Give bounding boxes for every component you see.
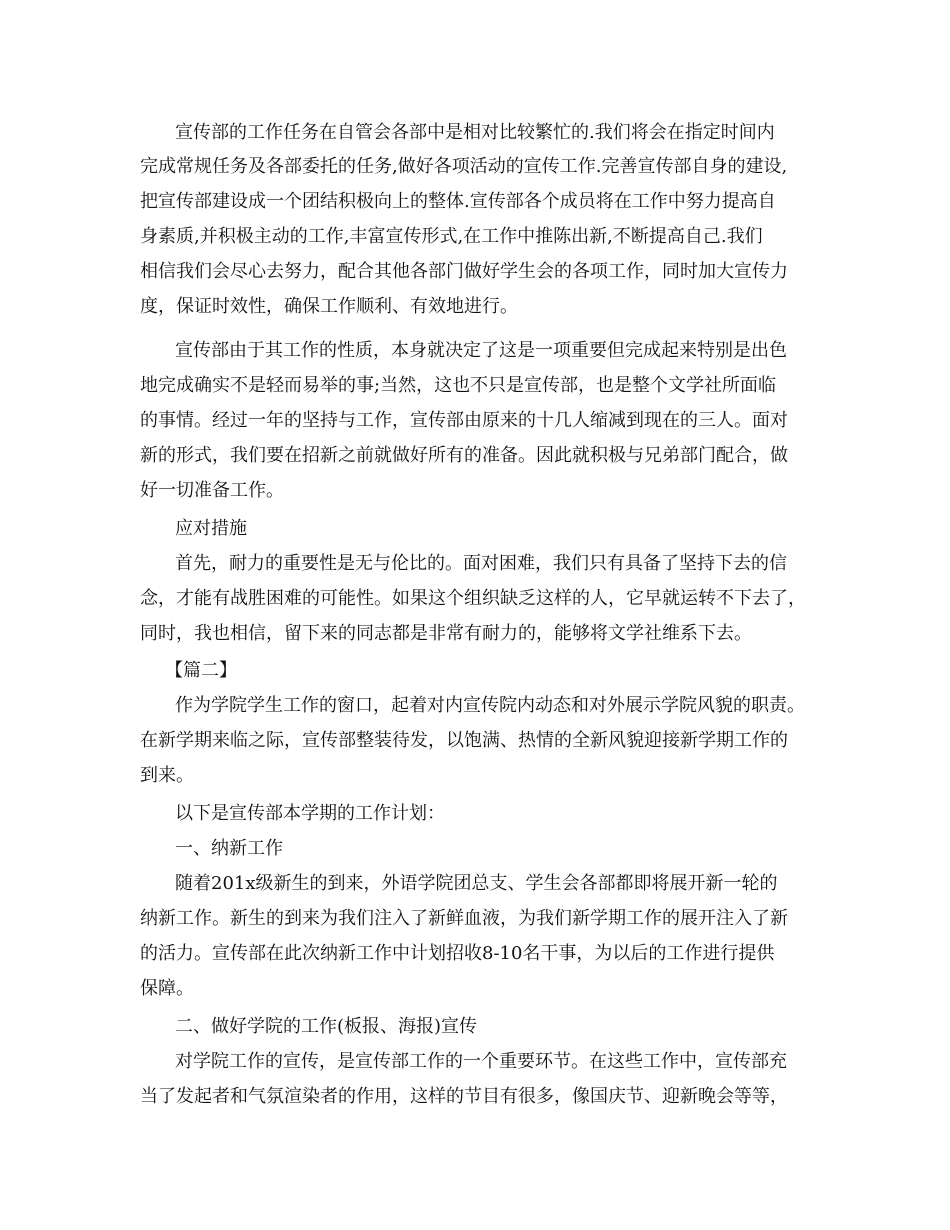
- text-line: 度，保证时效性，确保工作顺利、有效地进行。: [140, 296, 518, 317]
- text-line: 的事情。经过一年的坚持与工作，宣传部由原来的十几人缩减到现在的三人。面对: [140, 410, 788, 431]
- text-line: 相信我们会尽心去努力，配合其他各部门做好学生会的各项工作，同时加大宣传力: [140, 261, 788, 282]
- text-line: 纳新工作。新生的到来为我们注入了新鲜血液，为我们新学期工作的展开注入了新: [140, 908, 788, 929]
- text-line: 完成常规任务及各部委托的任务,做好各项活动的宣传工作.完善宣传部自身的建设,: [140, 156, 788, 177]
- text-line: 首先，耐力的重要性是无与伦比的。面对困难，我们只有具备了坚持下去的信: [175, 553, 787, 574]
- section-heading: 应对措施: [175, 518, 247, 539]
- text-line: 新的形式，我们要在招新之前就做好所有的准备。因此就积极与兄弟部门配合，做: [140, 445, 788, 466]
- text-line: 对学院工作的宣传，是宣传部工作的一个重要环节。在这些工作中，宣传部充: [175, 1051, 787, 1072]
- section-heading: 一、纳新工作: [175, 838, 283, 859]
- text-line: 宣传部的工作任务在自管会各部中是相对比较繁忙的.我们将会在指定时间内: [175, 122, 775, 143]
- text-line: 当了发起者和气氛渲染者的作用，这样的节目有很多，像国庆节、迎新晚会等等，: [140, 1086, 788, 1107]
- text-line: 保障。: [140, 978, 194, 999]
- text-line: 以下是宣传部本学期的工作计划：: [175, 803, 445, 824]
- text-line: 身素质,并积极主动的工作,丰富宣传形式,在工作中推陈出新,不断提高自己.我们: [140, 226, 763, 247]
- text-line: 的活力。宣传部在此次纳新工作中计划招收8-10名干事，为以后的工作进行提供: [140, 943, 775, 964]
- text-line: 作为学院学生工作的窗口，起着对内宣传院内动态和对外展示学院风貌的职责。: [175, 695, 805, 716]
- part-heading: 【篇二】: [165, 660, 237, 681]
- text-line: 把宣传部建设成一个团结积极向上的整体.宣传部各个成员将在工作中努力提高自: [140, 191, 776, 212]
- text-line: 在新学期来临之际，宣传部整装待发，以饱满、热情的全新风貌迎接新学期工作的: [140, 730, 788, 751]
- text-line: 念，才能有战胜困难的可能性。如果这个组织缺乏这样的人，它早就运转不下去了，: [140, 588, 806, 609]
- section-heading: 二、做好学院的工作(板报、海报)宣传: [175, 1016, 478, 1037]
- text-line: 宣传部由于其工作的性质，本身就决定了这是一项重要但完成起来特别是出色: [175, 340, 787, 361]
- text-line: 到来。: [140, 765, 194, 786]
- text-line: 同时，我也相信，留下来的同志都是非常有耐力的，能够将文学社维系下去。: [140, 623, 752, 644]
- text-line: 随着201x级新生的到来，外语学院团总支、学生会各部都即将展开新一轮的: [175, 873, 778, 894]
- text-line: 好一切准备工作。: [140, 480, 284, 501]
- text-line: 地完成确实不是轻而易举的事;当然，这也不只是宣传部，也是整个文学社所面临: [140, 375, 777, 396]
